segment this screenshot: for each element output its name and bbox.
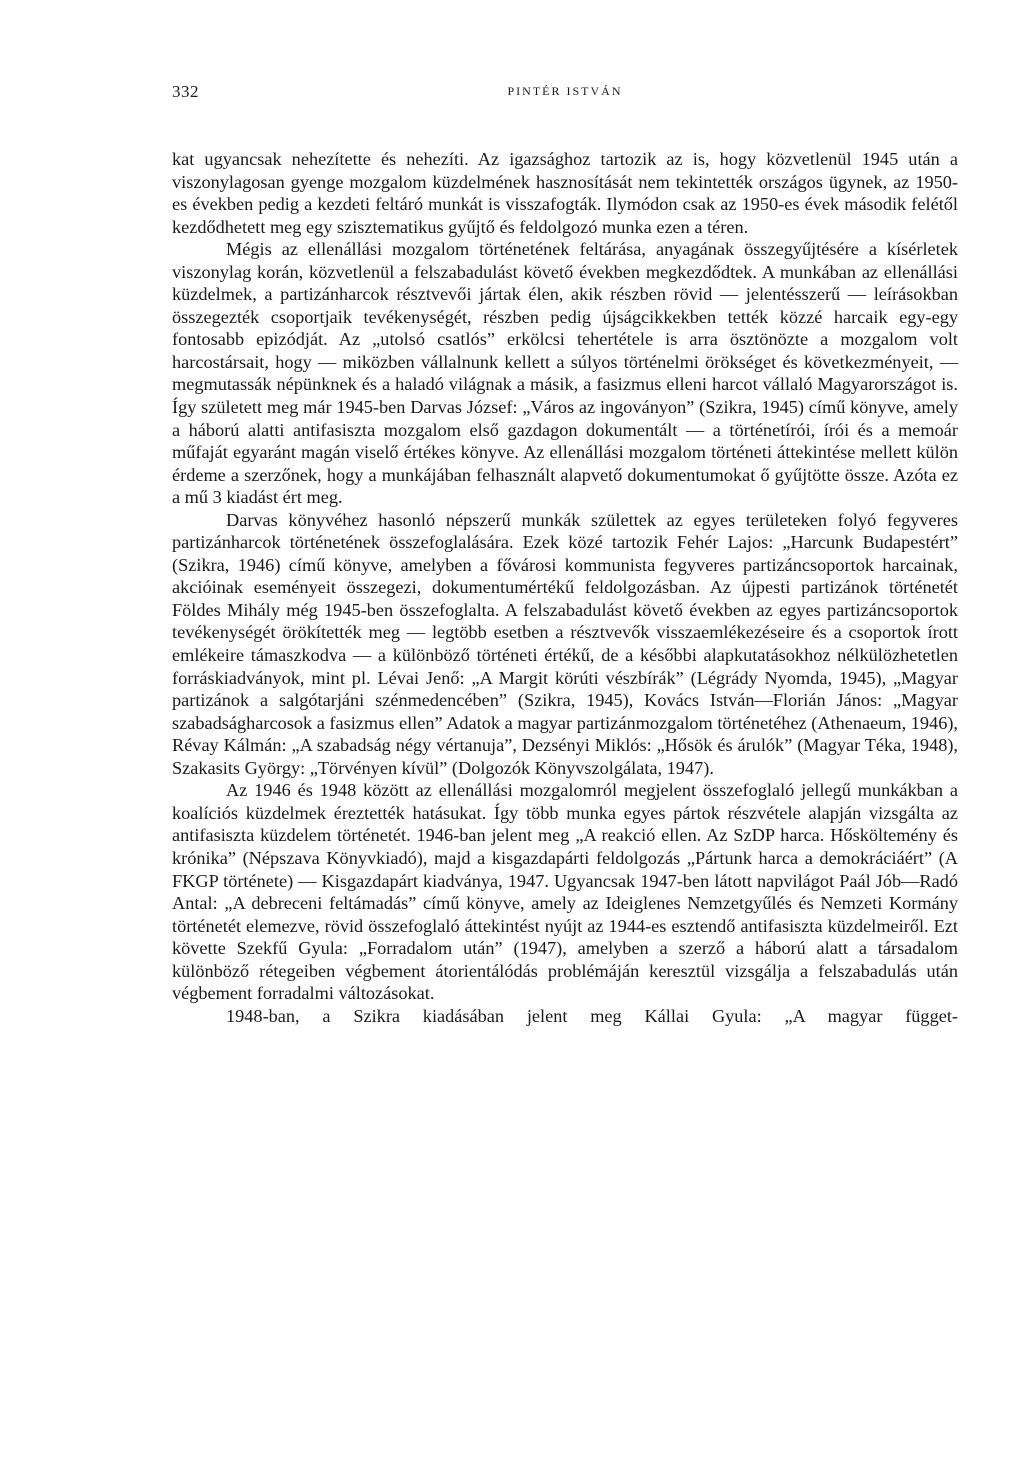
paragraph-partisan-histories: Darvas könyvéhez hasonló népszerű munkák születtek az egyes területeken folyó fegyveres partizánharcok történetének összefoglalására. Ezek közé tartozik Fehér Lajos: „Harcunk Budapestért” (Szikra, 1946) című könyve, amelyben a fővárosi kommunista fegyveres partizáncsoportok harcainak, akcióinak eseményeit összegezi, dokumentumértékű feldolgozásban. Az újpesti partizánok történetét Földes Mihály még 1945-ben összefoglalta. A felszabadulást követő években az egyes partizáncsoportok tevékenységét örökítették meg — legtöbb esetben a résztvevők visszaemlékezéseire és a csoportok írott emlékeire támaszkodva — a különböző történeti értékű, de a későbbi alapkutatásokhoz nélkülözhetetlen forráskiadványok, mint pl. Lévai Jenő: „A Margit körúti vészbírák” (Légrády Nyomda, 1945), „Magyar partizánok a salgótarjáni szénmedencében” (Szikra, 1945), Kovács István—Florián János: „Magyar szabadságharcosok a fasizmus ellen” Adatok a magyar partizánmozgalom történetéhez (Athenaeum, 1946), Révay Kálmán: „A szabadság négy vértanuja”, Dezsényi Miklós: „Hősök és árulók” (Magyar Téka, 1948), Szakasits György: „Törvényen kívül” (Dolgozók Könyvszolgálata, 1947). [172, 509, 958, 778]
running-head [172, 82, 958, 108]
running-title: PINTÉR ISTVÁN [507, 84, 623, 98]
paragraph-1948-publication: 1948-ban, a Szikra kiadásában jelent meg Kállai Gyula: „A magyar függet- [226, 1005, 958, 1026]
page-number: 332 [172, 82, 199, 101]
document-page [172, 82, 958, 1027]
paragraph-resistance-early-works: Mégis az ellenállási mozgalom történetének feltárása, anyagának összegyűjtésére a kísérletek viszonylag korán, közvetlenül a felszabadulást követő években megkezdődtek. A munkában az ellenállási küzdelmek, a partizánharcok résztvevői jártak élen, akik részben rövid — jelentésszerű — leírásokban összegezték csoportjaik tevékenységét, részben pedig újságcikkekben tették közzé harcaik egy-egy fontosabb epizódját. Az „utolsó csatlós” erkölcsi tehertétele is arra ösztönözte a mozgalom volt harcostársait, hogy — miközben vállalnunk kellett a súlyos történelmi örökséget és következményeit, — megmutassák népünknek és a haladó világnak a másik, a fasizmus elleni harcot vállaló Magyarországot is. Így született meg már 1945-ben Darvas József: „Város az ingoványon” (Szikra, 1945) című könyve, amely a háború alatti antifasiszta mozgalom első gazdagon dokumentált — a történetírói, írói és a memoár műfaját egyaránt magán viselő értékes könyve. Az ellenállási mozgalom történeti áttekintése mellett külön érdeme a szerzőnek, hogy a munkájában felhasznált alapvető dokumentumokat ő gyűjtötte össze. Azóta ez a mű 3 kiadást ért meg. [172, 239, 958, 508]
paragraph-continuation: kat ugyancsak nehezítette és nehezíti. Az igazsághoz tartozik az is, hogy közvetlenül 1945 után a viszonylagosan gyenge mozgalom küzdelmének hasznosítását nem tekintették országos ügynek, az 1950-es években pedig a kezdeti feltáró munkát is visszafogták. Ilymódon csak az 1950-es évek második felétől kezdődhetett meg egy szisztematikus gyűjtő és feldolgozó munka ezen a téren. [172, 149, 958, 237]
body-text [172, 148, 958, 1027]
paragraph-coalition-era-works: Az 1946 és 1948 között az ellenállási mozgalomról megjelent összefoglaló jellegű munkákban a koalíciós küzdelmek éreztették hatásukat. Így több munka egyes pártok részvétele alapján vizsgálta az antifasiszta küzdelem történetét. 1946-ban jelent meg „A reakció ellen. Az SzDP harca. Hősköltemény és krónika” (Népszava Könyvkiadó), majd a kisgazdapárti feldolgozás „Pártunk harca a demokráciáért” (A FKGP története) — Kisgazdapárt kiadványa, 1947. Ugyancsak 1947-ben látott napvilágot Paál Jób—Radó Antal: „A debreceni feltámadás” című könyve, amely az Ideiglenes Nemzetgyűlés és Nemzeti Kormány történetét elemezve, rövid összefoglaló áttekintést nyújt az 1944-es esztendő antifasiszta küzdelmeiről. Ezt követte Szekfű Gyula: „Forradalom után” (1947), amelyben a szerző a háború alatt a társadalom különböző rétegeiben végbement átorientálódás problémáján keresztül vizsgálja a felszabadulás után végbement forradalmi változásokat. [172, 780, 958, 1004]
